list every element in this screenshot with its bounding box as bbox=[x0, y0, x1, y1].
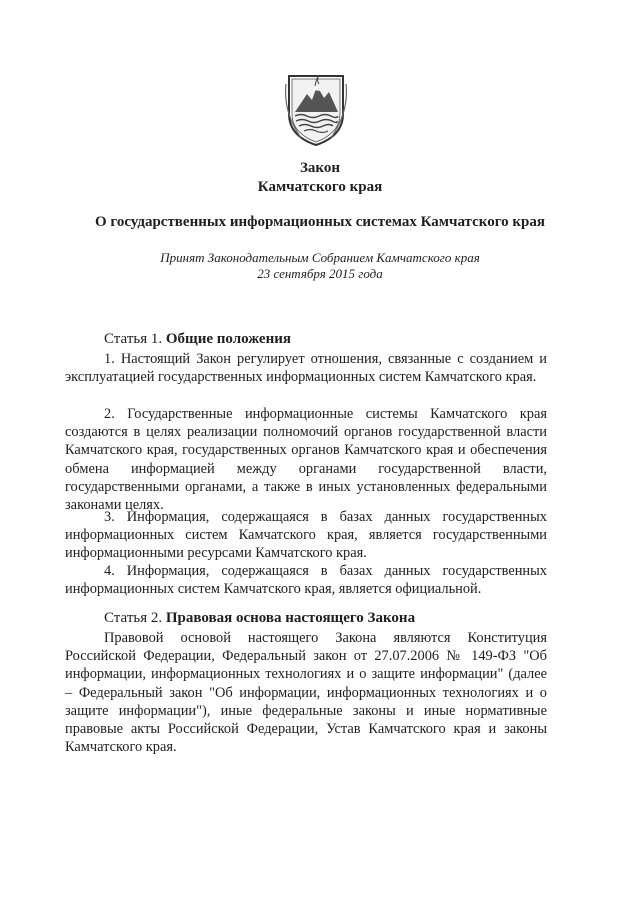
article-1-paragraph-4: 4. Информация, содержащаяся в базах данных государственных информационных систем Камчатского края, является официальной. bbox=[65, 563, 547, 598]
article-2-paragraph-1: Правовой основой настоящего Закона являются Конституция Российской Федерации, Федеральный закон от 27.07.2006 № 149-ФЗ "Об информации, информационных технологиях и о защите информации" (далее – Федеральный закон "Об информации, информационных технологиях и о защите информации"), иные федеральные законы и иные нормативные правовые акты Российской Федерации, Устав Камчатского края и законы Камчатского края. bbox=[65, 630, 547, 756]
article-1-title: Общие положения bbox=[165, 331, 291, 347]
article-2-title: Правовая основа настоящего Закона bbox=[165, 610, 416, 626]
article-2-label: Статья 2. bbox=[104, 610, 163, 626]
article-2-heading bbox=[104, 610, 415, 627]
article-1-paragraph-1: 1. Настоящий Закон регулирует отношения, связанные с созданием и эксплуатацией государственных информационных систем Камчатского края. bbox=[65, 351, 547, 386]
article-1-paragraph-3: 3. Информация, содержащаяся в базах данных государственных информационных систем Камчатского края, является государственными информационными ресурсами Камчатского края. bbox=[65, 509, 547, 562]
coat-of-arms-icon bbox=[281, 72, 351, 148]
article-1-paragraph-2: 2. Государственные информационные системы Камчатского края создаются в целях реализации полномочий органов государственной власти Камчатского края, государственных органов Камчатского края и обеспечения обмена информацией между органами государственной власти, государственными органами, а также в иных установленных федеральными законами целях. bbox=[65, 406, 547, 514]
law-subject-title: О государственных информационных системах Камчатского края bbox=[94, 214, 545, 230]
article-1-heading bbox=[104, 331, 291, 348]
article-1-label: Статья 1. bbox=[104, 331, 163, 347]
law-title: Закон bbox=[299, 160, 340, 176]
region-title: Камчатского края bbox=[257, 179, 383, 195]
adopted-date-line: 23 сентября 2015 года bbox=[257, 266, 383, 281]
adopted-by-line: Принят Законодательным Собранием Камчатского края bbox=[160, 250, 480, 265]
